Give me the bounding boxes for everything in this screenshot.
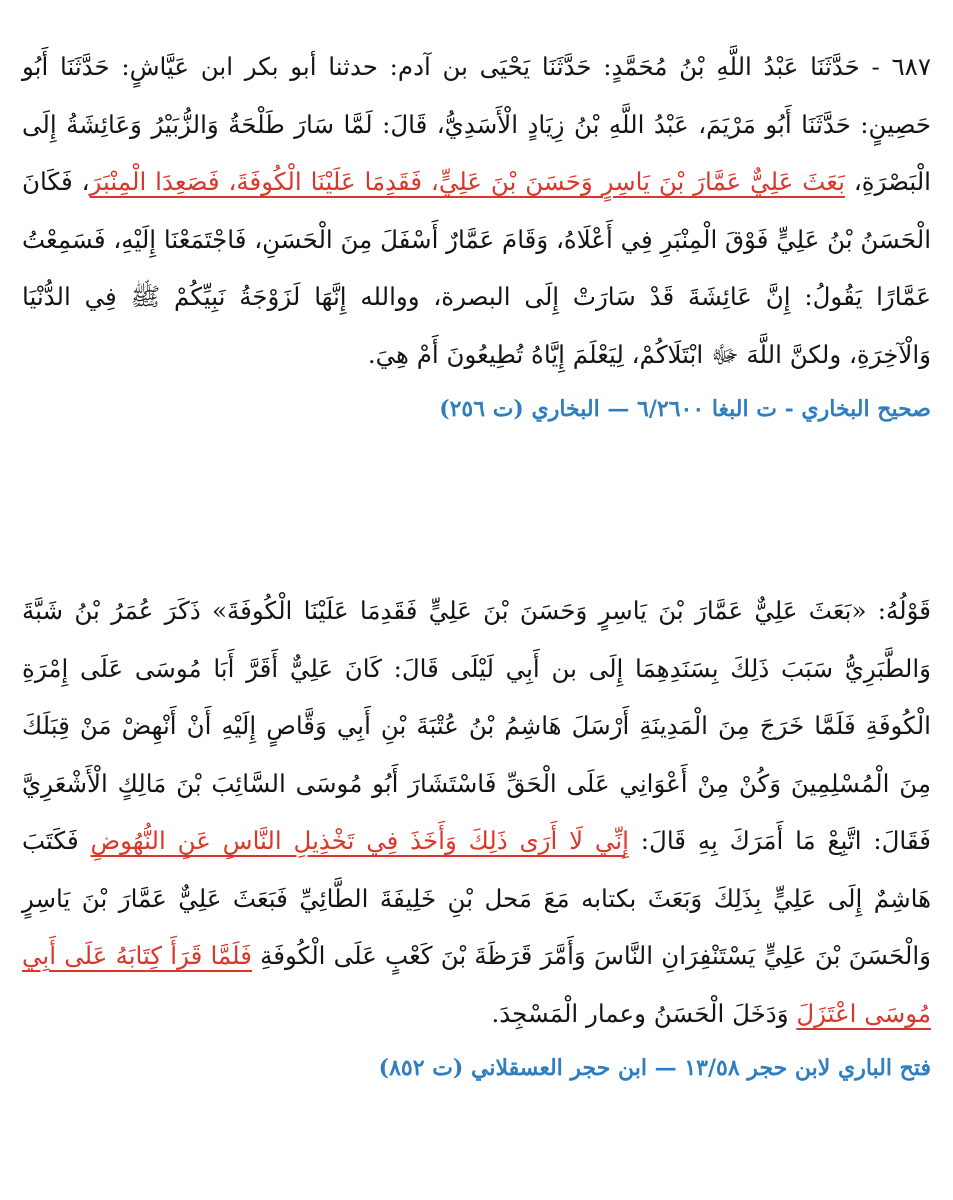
hadith-text-part-1: ٦٨٧ - حَدَّثَنَا عَبْدُ اللَّهِ بْنُ مُحَمَّدٍ: حَدَّثَنَا يَحْيَى بن آدم: حدثنا أبو بكر ابن عَيَّاشٍ: حَدَّثَنَا أَبُو حَصِينٍ: حَدَّثَنَا أَبُو مَرْيَمَ، عَبْدُ اللَّهِ بْنُ زِيَادٍ الْأَسَدِيُّ، قَالَ: لَمَّا سَارَ طَلْحَةُ وَالزُّبَيْرُ وَعَائِشَةُ إِلَى الْبَصْرَةِ،	[22, 52, 931, 196]
commentary-text-part-2: فَكَتَبَ هَاشِمٌ إِلَى عَلِيٍّ بِذَلِكَ وَبَعَثَ بكتابه مَعَ مَحل بْنِ خَلِيفَةَ الطَّائِيِّ فَبَعَثَ عَلِيٌّ عَمَّارَ بْنَ يَاسِرٍ وَالْحَسَنَ بْنَ عَلِيٍّ يَسْتَنْفِرَانِ النَّاسَ وَأَمَّرَ قَرَظَةَ بْنَ كَعْبٍ عَلَى الْكُوفَةِ	[22, 826, 932, 970]
highlighted-phrase-2: فَلَمَّا قَرَأَ كِتَابَهُ عَلَى أَبِي مُوسَى اعْتَزَلَ	[22, 941, 931, 1028]
hadith-text-part-2: ، فَكَانَ الْحَسَنُ بْنُ عَلِيٍّ فَوْقَ الْمِنْبَرِ فِي أَعْلَاهُ، وَقَامَ عَمَّارٌ أَسْفَلَ مِنَ الْحَسَنِ، فَاجْتَمَعْنَا إِلَيْهِ، فَسَمِعْتُ عَمَّارًا يَقُولُ: إِنَّ عَائِشَةَ قَدْ سَارَتْ إِلَى البصرة، ووالله إِنَّهَا لَزَوْجَةُ نَبِيِّكُمْ ﷺ فِي الدُّنْيَا وَالْآخِرَةِ، ولكنَّ اللَّهَ ﷻ ابْتَلَاكُمْ، لِيَعْلَمَ إِيَّاهُ تُطِيعُونَ أَمْ هِيَ.	[22, 167, 931, 369]
highlighted-phrase-1: إِنِّي لَا أَرَى ذَلِكَ وَأَخَذَ فِي تَخْذِيلِ النَّاسِ عَنِ النُّهُوضِ	[90, 826, 629, 855]
commentary-text	[22, 582, 931, 1042]
source-citation: فتح الباري لابن حجر ١٣/٥٨ — ابن حجر العسقلاني (ت ٨٥٢)	[378, 1055, 931, 1081]
source-citation: صحيح البخاري - ت البغا ٦/٢٦٠٠ — البخاري (ت ٢٥٦)	[439, 396, 931, 422]
hadith-block	[22, 38, 931, 429]
hadith-text	[22, 38, 931, 383]
commentary-text-part-1: قَوْلُهُ: «بَعَثَ عَلِيٌّ عَمَّارَ بْنَ يَاسِرٍ وَحَسَنَ بْنَ عَلِيٍّ فَقَدِمَا عَلَيْنَا الْكُوفَةَ» ذَكَرَ عُمَرُ بْنُ شَبَّةَ وَالطَّبَرِيُّ سَبَبَ ذَلِكَ بِسَنَدِهِمَا إِلَى بن أَبِي لَيْلَى قَالَ: كَانَ عَلِيٌّ أَقَرَّ أَبَا مُوسَى عَلَى إِمْرَةِ الْكُوفَةِ فَلَمَّا خَرَجَ مِنَ الْمَدِينَةِ أَرْسَلَ هَاشِمُ بْنُ عُتْبَةَ بْنِ أَبِي وَقَّاصٍ إِلَيْهِ أَنْ أَنْهِضْ مَنْ قِبَلَكَ مِنَ الْمُسْلِمِينَ وَكُنْ مِنْ أَعْوَانِي عَلَى الْحَقِّ فَاسْتَشَارَ أَبُو مُوسَى السَّائِبَ بْنَ مَالِكٍ الْأَشْعَرِيَّ فَقَالَ: اتَّبِعْ مَا أَمَرَكَ بِهِ قَالَ:	[22, 596, 931, 855]
highlighted-phrase: بَعَثَ عَلِيٌّ عَمَّارَ بْنَ يَاسِرٍ وَحَسَنَ بْنَ عَلِيٍّ، فَقَدِمَا عَلَيْنَا الْكُوفَةَ، فَصَعِدَا الْمِنْبَرَ	[89, 167, 845, 196]
commentary-text-part-3: وَدَخَلَ الْحَسَنُ وعمار الْمَسْجِدَ.	[491, 998, 797, 1028]
commentary-block	[22, 582, 931, 1088]
